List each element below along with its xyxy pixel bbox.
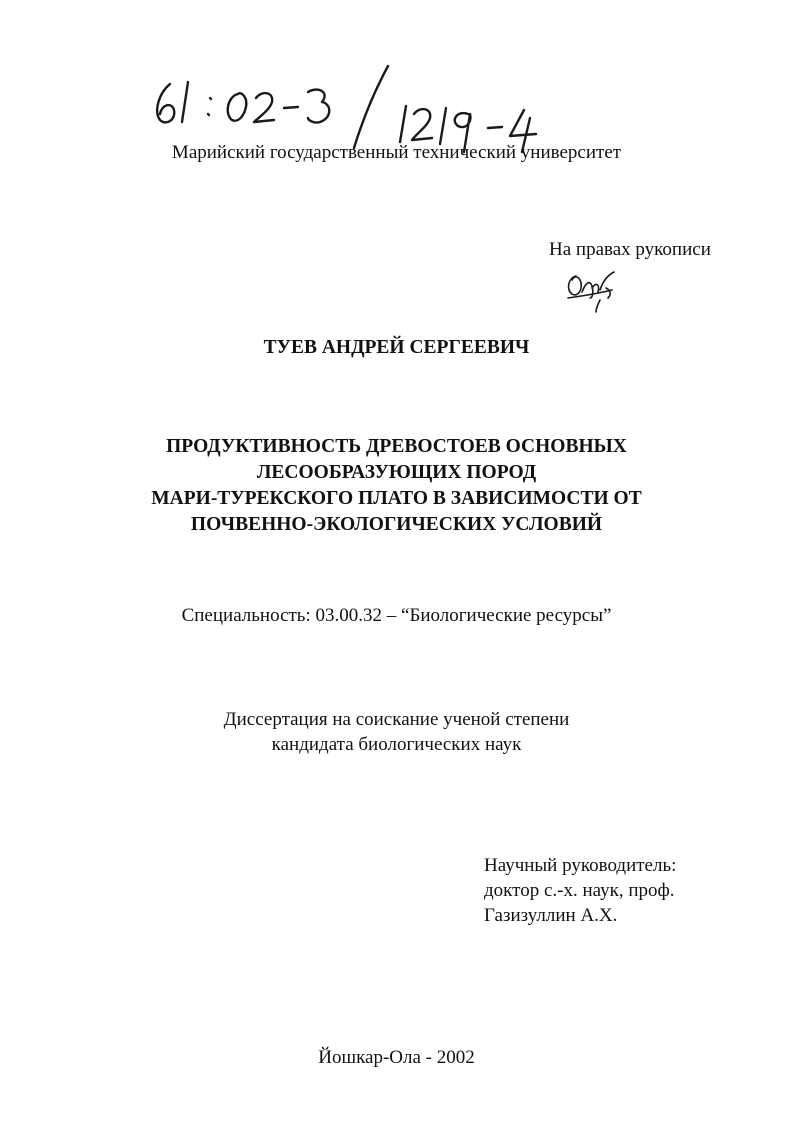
supervisor-line: доктор с.-х. наук, проф. — [484, 880, 675, 901]
city-and-year: Йошкар-Ола - 2002 — [318, 1047, 475, 1068]
dissertation-title — [0, 434, 793, 538]
supervisor-info — [484, 853, 676, 928]
degree-line: Диссертация на соискание ученой степени — [223, 709, 570, 730]
specialty-line: Специальность: 03.00.32 – “Биологические ресурсы” — [181, 605, 612, 626]
degree-line: кандидата биологических наук — [271, 734, 522, 755]
university-name: Марийский государственный технический университет — [171, 142, 622, 163]
handwritten-archive-code — [148, 62, 568, 154]
supervisor-line: Газизуллин А.Х. — [484, 905, 618, 926]
handwritten-signature — [562, 268, 624, 316]
supervisor-line: Научный руководитель: — [484, 855, 677, 876]
title-line: ПРОДУКТИВНОСТЬ ДРЕВОСТОЕВ ОСНОВНЫХ — [166, 436, 627, 457]
author-name: ТУЕВ АНДРЕЙ СЕРГЕЕВИЧ — [263, 337, 530, 358]
title-line: ПОЧВЕННО-ЭКОЛОГИЧЕСКИХ УСЛОВИЙ — [190, 514, 603, 535]
title-line: МАРИ-ТУРЕКСКОГО ПЛАТО В ЗАВИСИМОСТИ ОТ — [151, 488, 642, 509]
manuscript-rights-note: На правах рукописи — [549, 239, 711, 260]
degree-statement — [0, 707, 793, 757]
title-line: ЛЕСООБРАЗУЮЩИХ ПОРОД — [256, 462, 537, 483]
